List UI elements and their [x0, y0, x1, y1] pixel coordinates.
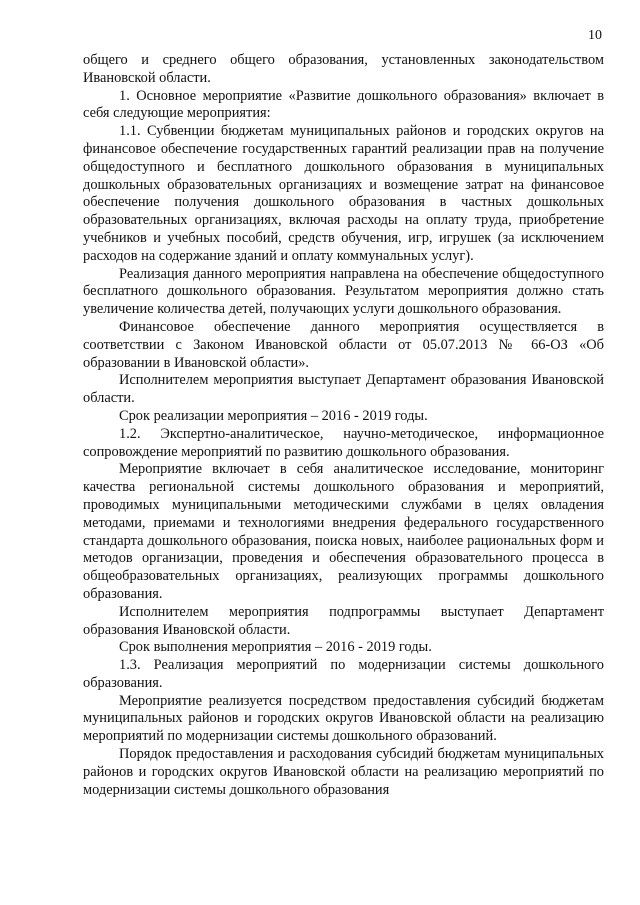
paragraph-subsidies: Мероприятие реализуется посредством предоставления субсидий бюджетам муниципальных районов и городских округов Ивановской области на реализацию мероприятий по модернизации системы дошкольного образований. [83, 692, 604, 745]
paragraph-item-1-3: 1.3. Реализация мероприятий по модернизации системы дошкольного образования. [83, 657, 604, 691]
paragraph-continuation: общего и среднего общего образования, установленных законодательством Ивановской области. [83, 52, 604, 86]
paragraph-activity-description: Мероприятие включает в себя аналитическое исследование, мониторинг качества региональной системы дошкольного образования и мероприятий, проводимых муниципальными методическими службами в целях овладения методами, приемами и технологиями внедрения федерального государственного стандарта дошкольного образования, поиска новых, наиболее рациональных форм и методов организации, проведения и обеспечения образовательного процесса в общеобразовательных организациях, реализующих программы дошкольного образования. [83, 461, 604, 602]
paragraph-implementation: Реализация данного мероприятия направлена на обеспечение общедоступного бесплатного дошкольного образования. Результатом мероприятия должно стать увеличение количества детей, получающих услуги дошкольного образования. [83, 265, 604, 318]
paragraph-financing: Финансовое обеспечение данного мероприятия осуществляется в соответствии с Законом Ивановской области от 05.07.2013 № 66-ОЗ «Об образовании в Ивановской области». [83, 318, 604, 371]
paragraph-term-execution: Срок выполнения мероприятия – 2016 - 2019 годы. [119, 639, 432, 656]
paragraph-executor: Исполнителем мероприятия выступает Департамент образования Ивановской области. [83, 372, 604, 407]
paragraph-item-1-2: 1.2. Экспертно-аналитическое, научно-методическое, информационное сопровождение мероприятий по развитию дошкольного образования. [83, 425, 604, 460]
paragraph-main-activity: 1. Основное мероприятие «Развитие дошкольного образования» включает в себя следующие мероприятия: [83, 87, 604, 122]
page-number: 10 [588, 28, 602, 43]
paragraph-term: Срок реализации мероприятия – 2016 - 2019 годы. [119, 407, 428, 424]
paragraph-executor-subprogram: Исполнителем мероприятия подпрограммы выступает Департамент образования Ивановской области. [83, 603, 604, 638]
paragraph-procedure: Порядок предоставления и расходования субсидий бюджетам муниципальных районов и городских округов Ивановской области на реализацию мероприятий по модернизации системы дошкольного образования [83, 746, 604, 798]
paragraph-item-1-1: 1.1. Субвенции бюджетам муниципальных районов и городских округов на финансовое обеспечение государственных гарантий реализации прав на получение общедоступного и бесплатного дошкольного образования в муниципальных дошкольных образовательных организациях и возмещение затрат на финансовое обеспечение получения дошкольного образования в частных дошкольных образовательных организациях, включая расходы на оплату труда, приобретение учебников и учебных пособий, средств обучения, игр, игрушек (за исключением расходов на содержание зданий и оплату коммунальных услуг). [83, 123, 604, 264]
document-body [83, 52, 604, 799]
